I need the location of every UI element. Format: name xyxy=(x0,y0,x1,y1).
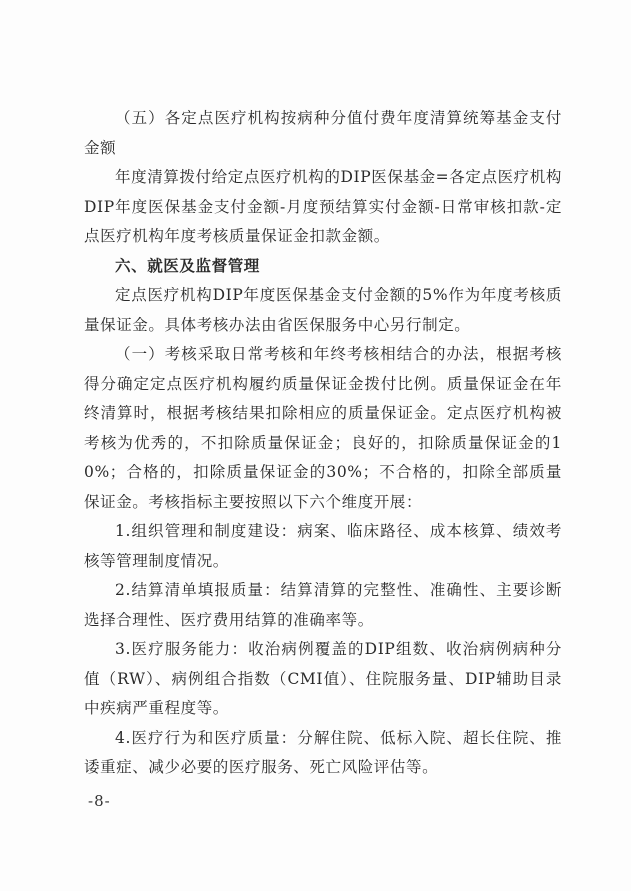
list-item-2: 2.结算清单填报质量：结算清算的完整性、准确性、主要诊断选择合理性、医疗费用结算的准确率等。 xyxy=(84,581,562,629)
paragraph-settlement-formula: 年度清算拨付给定点医疗机构的DIP医保基金=各定点医疗机构DIP年度医保基金支付金额-月度预结算实付金额-日常审核扣款-定点医疗机构年度考核质量保证金扣款金额。 xyxy=(84,168,562,245)
list-item-3: 3.医疗服务能力：收治病例覆盖的DIP组数、收治病例病种分值（RW）、病例组合指数（CMI值）、住院服务量、DIP辅助目录中疾病严重程度等。 xyxy=(84,640,562,717)
section-heading-6: 六、就医及监督管理 xyxy=(115,256,260,275)
paragraph-quality-deposit: 定点医疗机构DIP年度医保基金支付金额的5%作为年度考核质量保证金。具体考核办法由省医保服务中心另行制定。 xyxy=(84,286,562,334)
page-body xyxy=(84,104,562,783)
list-item-1: 1.组织管理和制度建设：病案、临床路径、成本核算、绩效考核等管理制度情况。 xyxy=(84,522,562,570)
list-item-4: 4.医疗行为和医疗质量：分解住院、低标入院、超长住院、推诿重症、减少必要的医疗服务、死亡风险评估等。 xyxy=(84,728,562,776)
paragraph-section-5-title: （五）各定点医疗机构按病种分值付费年度清算统筹基金支付金额 xyxy=(84,109,562,157)
page-number: -8- xyxy=(88,792,111,810)
paragraph-assessment-method: （一）考核采取日常考核和年终考核相结合的办法，根据考核得分确定定点医疗机构履约质量保证金拨付比例。质量保证金在年终清算时，根据考核结果扣除相应的质量保证金。定点医疗机构被考核为优秀的，不扣除质量保证金；良好的，扣除质量保证金的10%；合格的，扣除质量保证金的30%；不合格的，扣除全部质量保证金。考核指标主要按照以下六个维度开展： xyxy=(84,345,562,511)
